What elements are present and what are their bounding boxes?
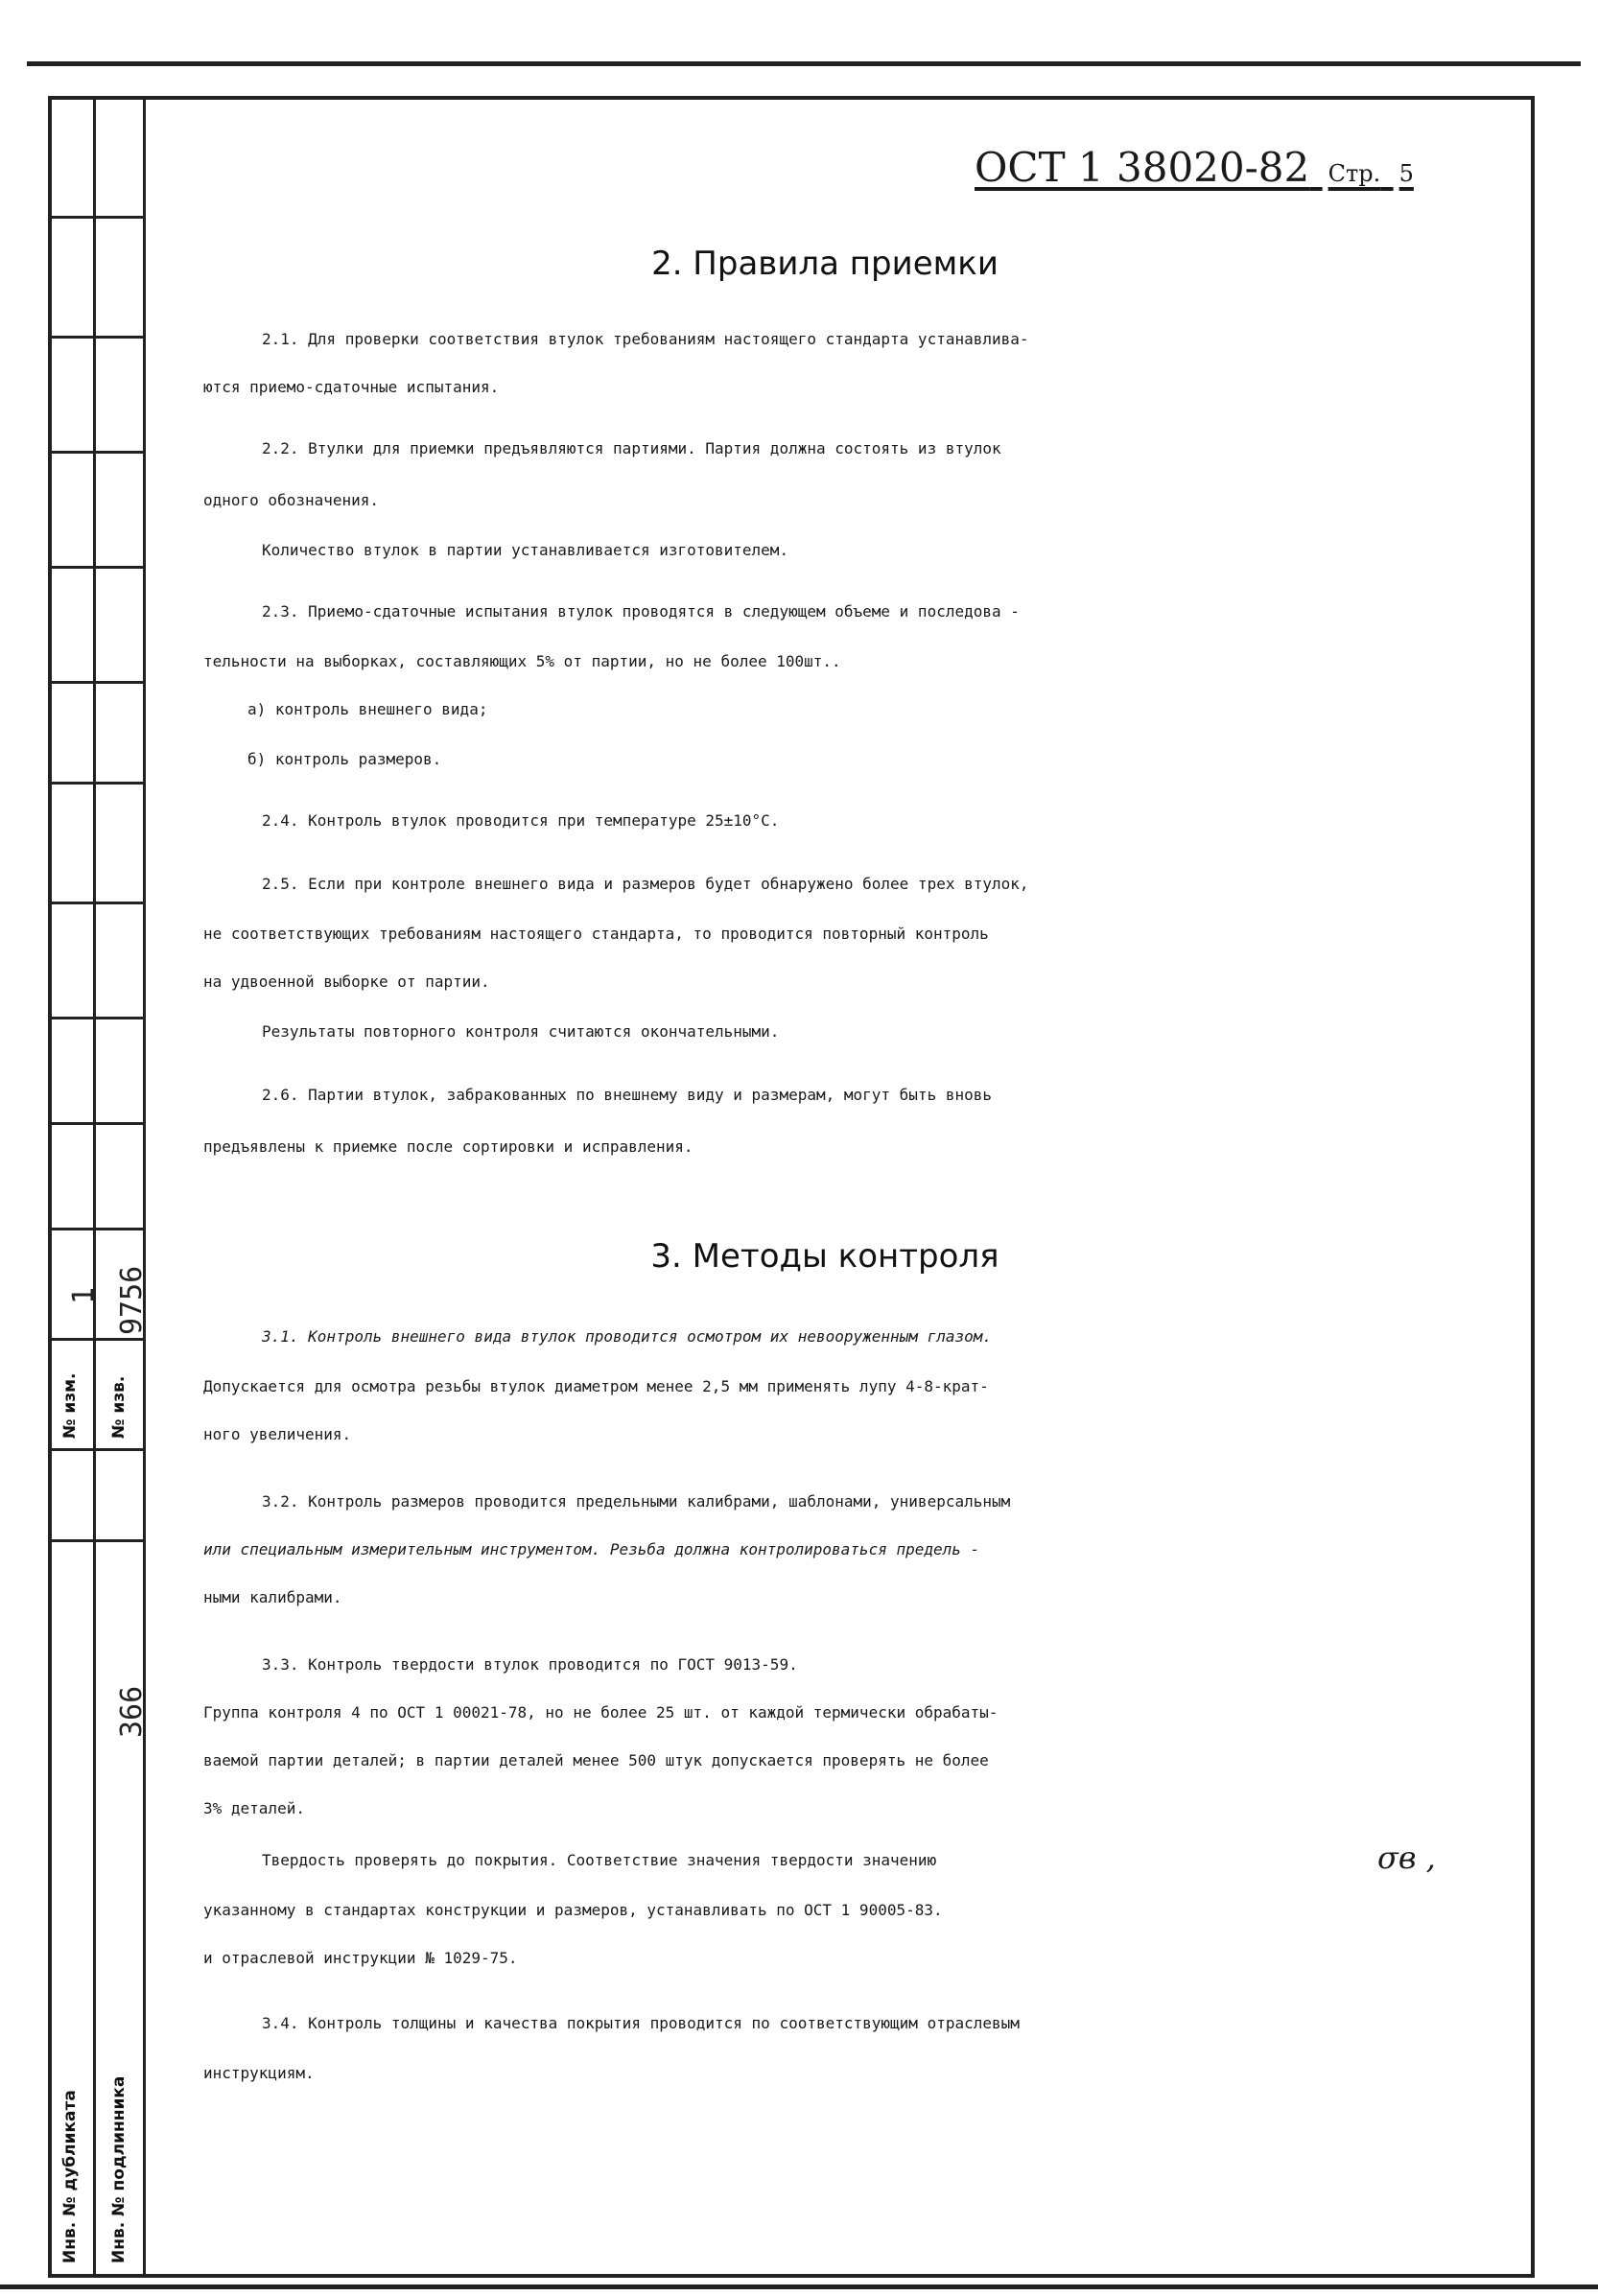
text-line: 3% деталей. [203,1799,305,1817]
margin-divider [48,1017,144,1019]
text-line: ются приемо-сдаточные испытания. [203,378,500,396]
text-line: тельности на выборках, составляющих 5% от партии, но не более 100шт.. [203,652,841,670]
section-title: 2. Правила приемки [651,245,999,283]
text-line: на удвоенной выборке от партии. [203,972,490,991]
margin-divider [48,1539,144,1542]
text-line: 2.2. Втулки для приемки предъявляются партиями. Партия должна состоять из втулок [262,439,1001,457]
margin-divider [48,782,144,785]
text-line: и отраслевой инструкции № 1029-75. [203,1949,518,1967]
text-line: 3.1. Контроль внешнего вида втулок проводится осмотром их невооруженным глазом. [262,1327,992,1346]
text-line: Группа контроля 4 по ОСТ 1 00021-78, но не более 25 шт. от каждой термически обрабаты- [203,1703,999,1722]
margin-divider [48,1122,144,1125]
margin-divider [48,451,144,454]
text-line: ного увеличения. [203,1425,352,1443]
margin-column-left [48,96,96,2278]
text-line: Количество втулок в партии устанавливается изготовителем. [262,541,789,559]
margin-divider [48,1228,144,1230]
text-line: 3.3. Контроль твердости втулок проводится по ГОСТ 9013-59. [262,1655,798,1674]
text-line: Твердость проверять до покрытия. Соответствие значения твердости значению [262,1851,937,1869]
margin-divider [48,902,144,904]
document-header [975,144,1414,191]
text-line: б) контроль размеров. [247,750,442,768]
margin-column-right [96,96,146,2278]
label-original-inventory: Инв. № подлинника [109,2075,129,2263]
margin-divider [48,216,144,219]
section-title: 3. Методы контроля [650,1237,999,1276]
doc-id: ОСТ 1 38020-82 [975,144,1310,191]
text-line: не соответствующих требованиям настоящего стандарта, то проводится повторный контроль [203,925,989,943]
label-duplicate-inventory: Инв. № дубликата [60,2090,80,2263]
page-label: Стр. [1328,160,1381,187]
text-line: а) контроль внешнего вида; [247,700,488,718]
text-line: ваемой партии деталей; в партии деталей менее 500 штук допускается проверять не более [203,1751,989,1769]
text-line: 2.6. Партии втулок, забракованных по внешнему виду и размерам, могут быть вновь [262,1086,992,1104]
text-line: Результаты повторного контроля считаются окончательными. [262,1022,780,1041]
text-line: 2.3. Приемо-сдаточные испытания втулок проводятся в следующем объеме и последова - [262,602,1020,621]
text-line: Допускается для осмотра резьбы втулок диаметром менее 2,5 мм применять лупу 4-8-крат- [203,1377,989,1395]
page-number: 5 [1398,160,1414,187]
text-line: или специальным измерительным инструментом. Резьба должна контролироваться предель - [203,1540,980,1558]
text-line: 2.5. Если при контроле внешнего вида и размеров будет обнаружено более трех втулок, [262,875,1029,893]
text-line: 2.4. Контроль втулок проводится при температуре 25±10°С. [262,811,780,830]
top-rule [27,61,1581,66]
label-change-number: № изм. [60,1372,80,1439]
duplicate-number: 366 [115,1685,149,1738]
text-line: одного обозначения. [203,491,380,509]
change-number: 1 [67,1286,101,1304]
margin-divider [48,1448,144,1451]
text-line: 2.1. Для проверки соответствия втулок требованиям настоящего стандарта устанавлива- [262,330,1029,348]
text-line: инструкциям. [203,2064,315,2082]
notice-number: 9756 [115,1265,149,1335]
text-line: указанному в стандартах конструкции и размеров, устанавливать по ОСТ 1 90005-83. [203,1901,943,1919]
text-line: 3.2. Контроль размеров проводится предельными калибрами, шаблонами, универсальным [262,1492,1011,1511]
margin-divider [48,1338,144,1341]
margin-divider [48,336,144,339]
label-notice-number: № изв. [109,1375,129,1439]
margin-divider [48,566,144,569]
text-line: ными калибрами. [203,1588,342,1606]
bottom-rule [0,2284,1598,2289]
text-line: предъявлены к приемке после сортировки и исправления. [203,1137,693,1156]
margin-divider [48,681,144,684]
text-line: 3.4. Контроль толщины и качества покрытия проводится по соответствующим отраслевым [262,2014,1020,2032]
sigma-symbol: σв , [1377,1839,1436,1876]
